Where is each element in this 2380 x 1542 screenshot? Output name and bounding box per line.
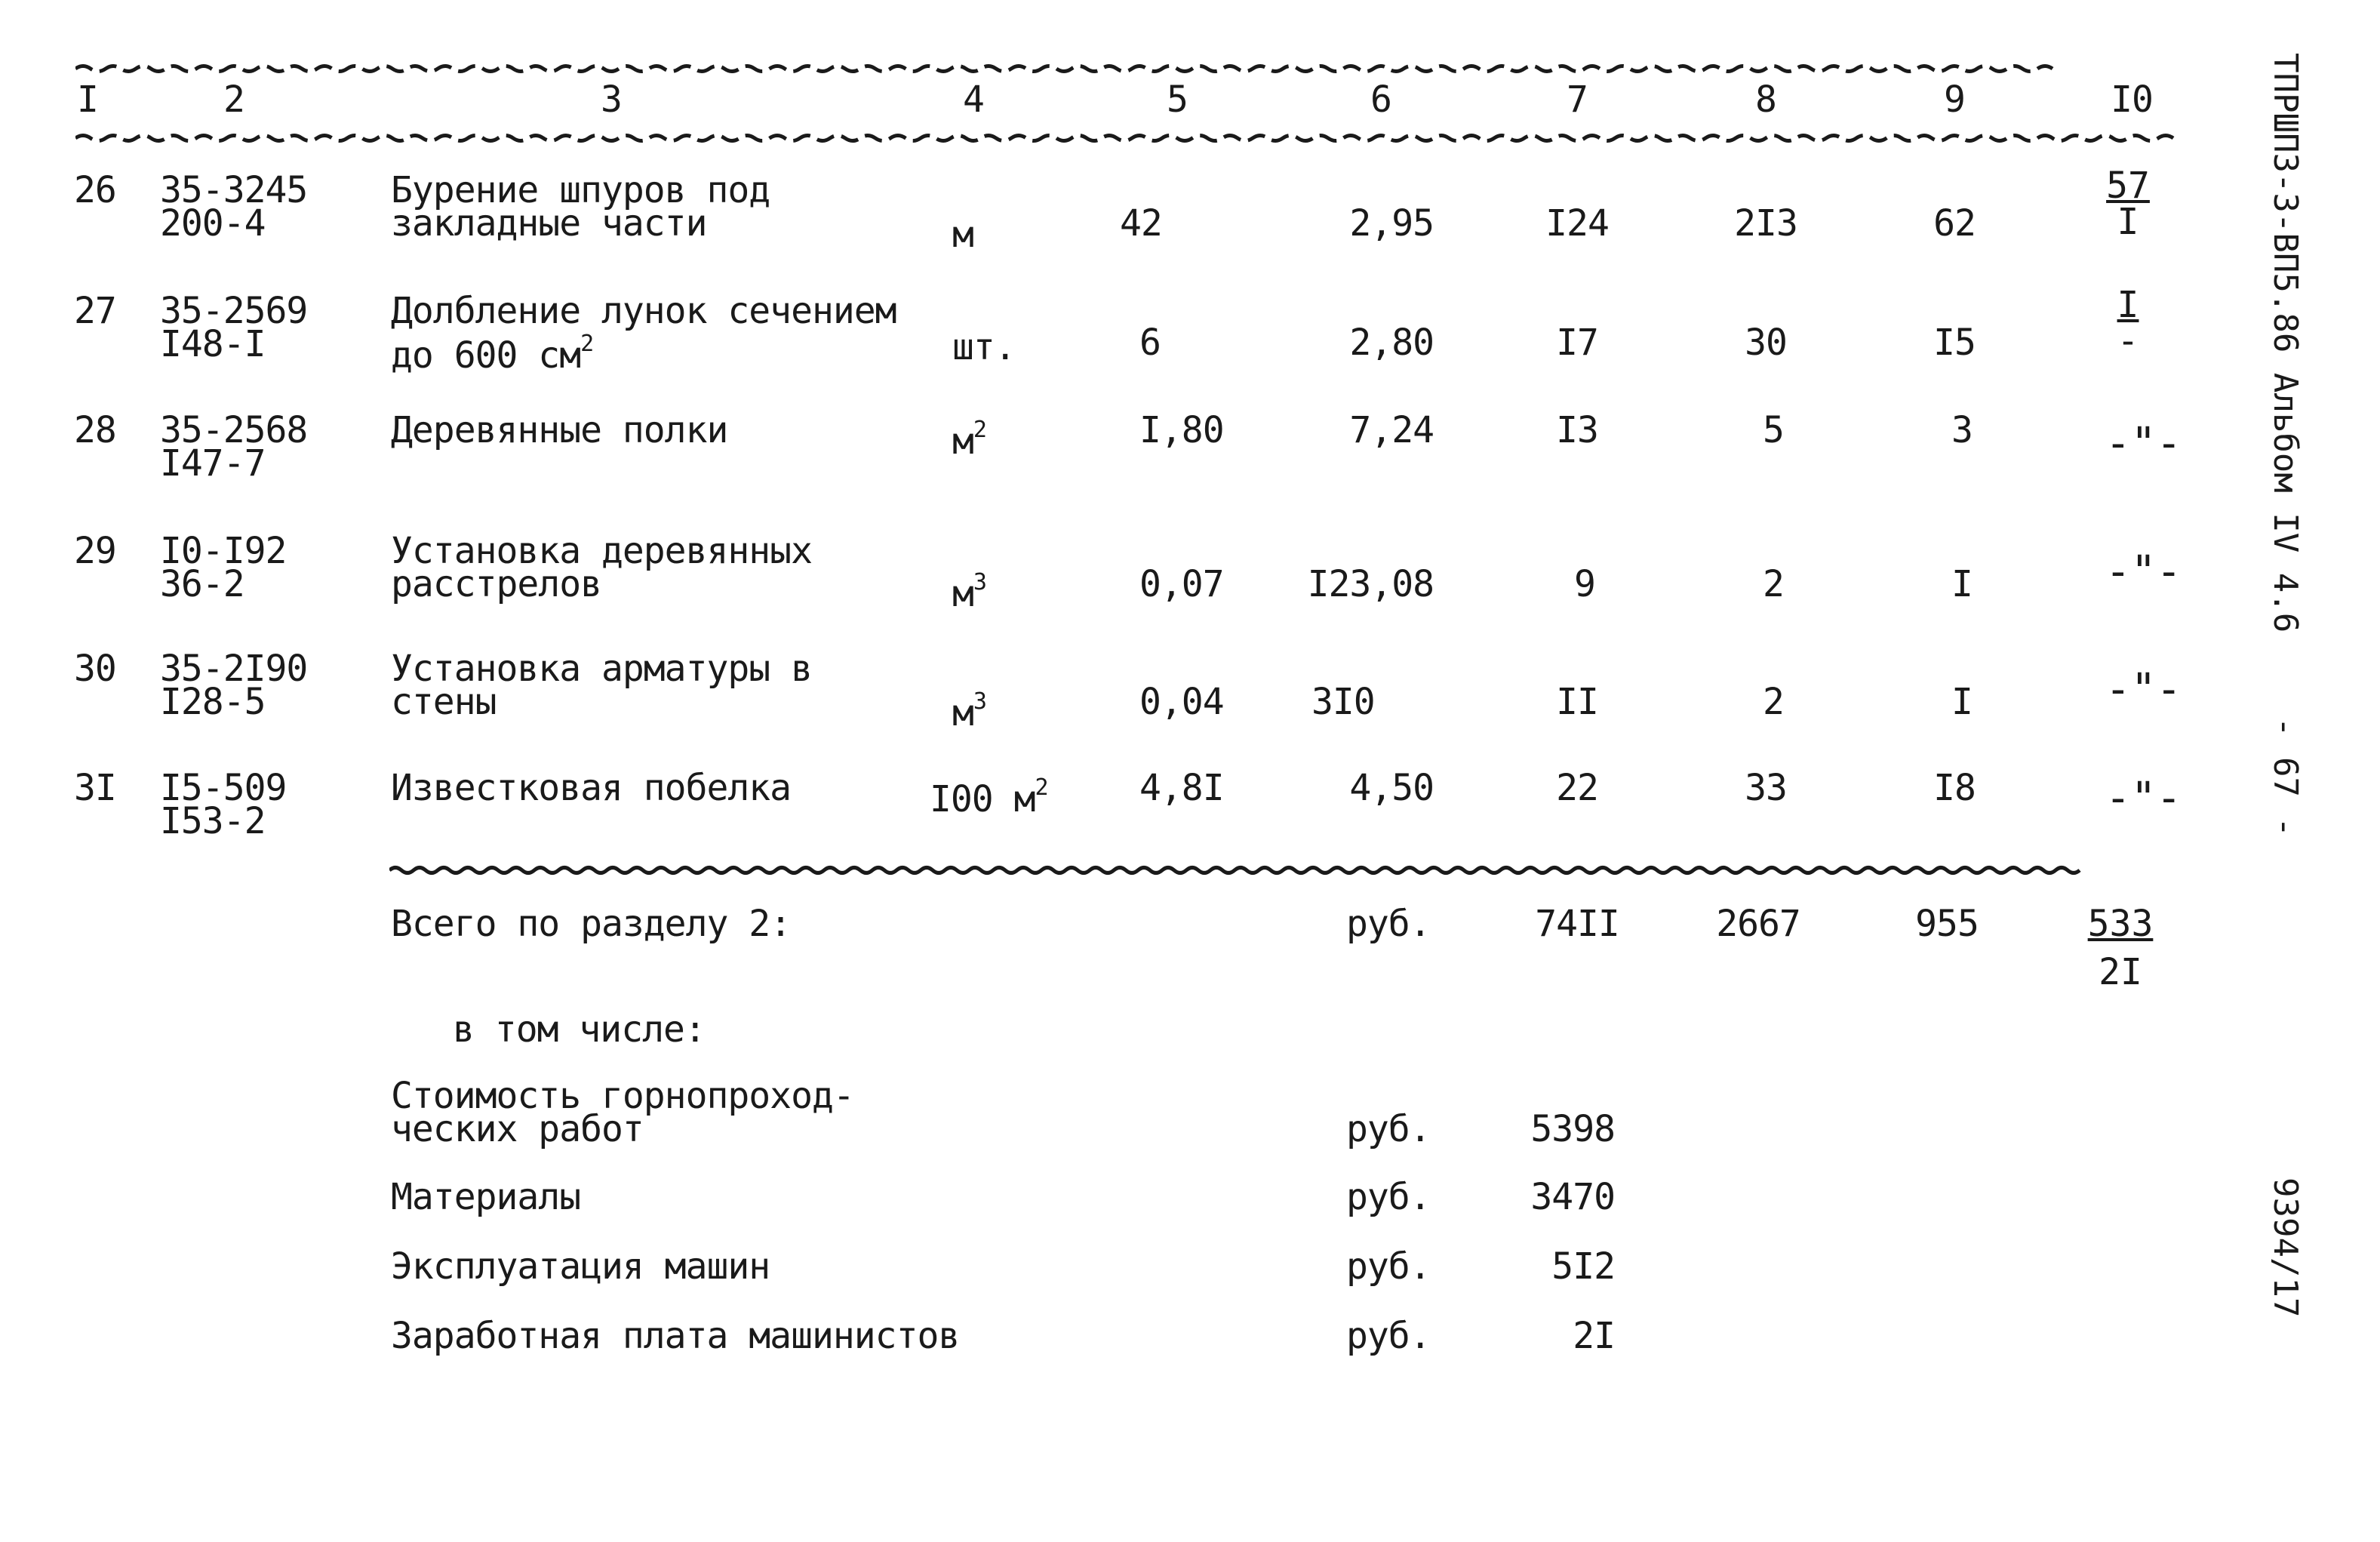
breakdown-unit: руб. bbox=[1346, 1315, 1431, 1357]
row-unit: $м^3$ bbox=[952, 569, 986, 615]
row-description-1: Установка арматуры в bbox=[391, 648, 812, 690]
ditto-mark: -"- bbox=[2105, 547, 2182, 596]
row-number: 29 bbox=[74, 530, 116, 572]
row-code-2: I53-2 bbox=[160, 800, 266, 842]
row-description-1: Деревянные полки bbox=[391, 409, 728, 451]
row-col7: II bbox=[1556, 681, 1598, 723]
totals-label: Всего по разделу 2: bbox=[391, 903, 792, 945]
row-quantity: 4,8I bbox=[1139, 767, 1224, 809]
header-bottom-rule bbox=[75, 133, 2188, 143]
header-top-rule bbox=[75, 63, 2188, 74]
row-col8: 2 bbox=[1763, 681, 1784, 723]
row-number: 3I bbox=[74, 767, 116, 809]
row-col8: 33 bbox=[1745, 767, 1787, 809]
row-col7: I24 bbox=[1545, 202, 1609, 245]
margin-document-code: ТПРШПЗ-3-ВП5.86 Альбом IV 4.6 bbox=[2266, 53, 2305, 633]
row-unit: $м^3$ bbox=[952, 688, 986, 734]
row-col9: I bbox=[1951, 563, 1973, 605]
row-unit-price: 2,95 bbox=[1349, 202, 1434, 245]
row-quantity: 0,04 bbox=[1139, 681, 1224, 723]
breakdown-value: 3470 bbox=[1530, 1176, 1615, 1218]
row-code-2: I47-7 bbox=[160, 442, 266, 485]
row-description-1: Установка деревянных bbox=[391, 530, 812, 572]
row-col7: 22 bbox=[1556, 767, 1598, 809]
breakdown-value: 2I bbox=[1573, 1315, 1615, 1357]
row-description-1: Известковая побелка bbox=[391, 767, 792, 809]
row-col9: 3 bbox=[1951, 409, 1973, 451]
row-code-2: I28-5 bbox=[160, 681, 266, 723]
row-number: 30 bbox=[74, 648, 116, 690]
breakdown-label-2: ческих работ bbox=[391, 1108, 644, 1150]
row-col8: 30 bbox=[1745, 322, 1787, 364]
totals-col7: 74II bbox=[1535, 903, 1619, 945]
row-code-1: 35-2568 bbox=[160, 409, 308, 451]
row-unit-price: 2,80 bbox=[1349, 322, 1434, 364]
including-label: в том числе: bbox=[453, 1008, 706, 1051]
row-number: 26 bbox=[74, 169, 116, 211]
breakdown-unit: руб. bbox=[1346, 1176, 1431, 1218]
row-col8: 5 bbox=[1763, 409, 1784, 451]
breakdown-label-1: Заработная плата машинистов bbox=[391, 1315, 960, 1357]
totals-unit: руб. bbox=[1346, 903, 1431, 945]
row-number: 28 bbox=[74, 409, 116, 451]
row-unit: шт. bbox=[952, 326, 1016, 368]
row-code-1: 35-3245 bbox=[160, 169, 308, 211]
breakdown-value: 5398 bbox=[1530, 1108, 1615, 1150]
row-unit-price: 4,50 bbox=[1349, 767, 1434, 809]
margin-page-number: - 67 - bbox=[2266, 717, 2305, 837]
totals-col10-fraction bbox=[2075, 903, 2166, 993]
totals-col10-bottom: 2I bbox=[2099, 951, 2142, 993]
totals-col9: 955 bbox=[1915, 903, 1979, 945]
margin-sheet-reference: 9394/17 bbox=[2266, 1177, 2305, 1318]
row-code-2: 36-2 bbox=[160, 563, 244, 605]
breakdown-label-1: Материалы bbox=[391, 1176, 581, 1218]
row-code-2: 200-4 bbox=[160, 202, 266, 245]
breakdown-value: 5I2 bbox=[1551, 1245, 1615, 1288]
col-header-9: 9 bbox=[1944, 78, 1965, 121]
row-description-2: до 600 $см^2$ bbox=[391, 331, 594, 377]
col-header-1: I bbox=[77, 78, 98, 121]
row-unit-price: 3I0 bbox=[1311, 681, 1375, 723]
row-unit-price: 7,24 bbox=[1349, 409, 1434, 451]
row-code-2: I48-I bbox=[160, 323, 266, 365]
breakdown-unit: руб. bbox=[1346, 1108, 1431, 1150]
col-header-7: 7 bbox=[1567, 78, 1588, 121]
row-unit: I00 $м^2$ bbox=[930, 774, 1048, 820]
row-code-1: I0-I92 bbox=[160, 530, 287, 572]
row-col10-bottom: I bbox=[2117, 201, 2139, 243]
row-description-2: закладные части bbox=[391, 202, 707, 245]
col-header-5: 5 bbox=[1167, 78, 1188, 121]
breakdown-label-1: Эксплуатация машин bbox=[391, 1245, 770, 1288]
totals-col8: 2667 bbox=[1716, 903, 1800, 945]
row-quantity: 42 bbox=[1120, 202, 1162, 245]
row-col10-bottom: - bbox=[2117, 320, 2139, 362]
row-number: 27 bbox=[74, 290, 116, 332]
row-col9: I bbox=[1951, 681, 1973, 723]
col-header-10: I0 bbox=[2111, 78, 2153, 121]
row-col7: 9 bbox=[1574, 563, 1595, 605]
ditto-mark: -"- bbox=[2105, 665, 2182, 714]
col-header-6: 6 bbox=[1370, 78, 1391, 121]
row-col9: I8 bbox=[1933, 767, 1976, 809]
row-description-2: стены bbox=[391, 681, 497, 723]
row-code-1: 35-2I90 bbox=[160, 648, 308, 690]
row-quantity: 0,07 bbox=[1139, 563, 1224, 605]
row-col9: I5 bbox=[1933, 322, 1976, 364]
row-col7: I3 bbox=[1556, 409, 1598, 451]
row-col10-top: I bbox=[2117, 284, 2139, 326]
col-header-8: 8 bbox=[1755, 78, 1776, 121]
row-unit: м bbox=[952, 214, 973, 256]
row-col10-fraction bbox=[2090, 284, 2166, 362]
ditto-mark: -"- bbox=[2105, 419, 2182, 468]
breakdown-unit: руб. bbox=[1346, 1245, 1431, 1288]
row-quantity: I,80 bbox=[1139, 409, 1224, 451]
row-description-1: Бурение шпуров под bbox=[391, 169, 770, 211]
breakdown-label-1: Стоимость горнопроход- bbox=[391, 1075, 854, 1117]
row-code-1: I5-509 bbox=[160, 767, 287, 809]
row-col10-fraction bbox=[2090, 165, 2166, 243]
row-col7: I7 bbox=[1556, 322, 1598, 364]
row-col9: 62 bbox=[1933, 202, 1976, 245]
totals-rule bbox=[389, 865, 2181, 876]
row-unit: $м^2$ bbox=[952, 417, 986, 463]
row-code-1: 35-2569 bbox=[160, 290, 308, 332]
row-description-2: расстрелов bbox=[391, 563, 601, 605]
row-quantity: 6 bbox=[1139, 322, 1161, 364]
totals-col10-top: 533 bbox=[2087, 903, 2154, 945]
row-col8: 2 bbox=[1763, 563, 1784, 605]
row-description-1: Долбление лунок сечением bbox=[391, 290, 896, 332]
col-header-4: 4 bbox=[963, 78, 984, 121]
ditto-mark: -"- bbox=[2105, 774, 2182, 823]
row-unit-price: I23,08 bbox=[1307, 563, 1434, 605]
col-header-3: 3 bbox=[601, 78, 622, 121]
col-header-2: 2 bbox=[223, 78, 244, 121]
row-col10-top: 57 bbox=[2106, 165, 2150, 207]
row-col8: 2I3 bbox=[1734, 202, 1797, 245]
